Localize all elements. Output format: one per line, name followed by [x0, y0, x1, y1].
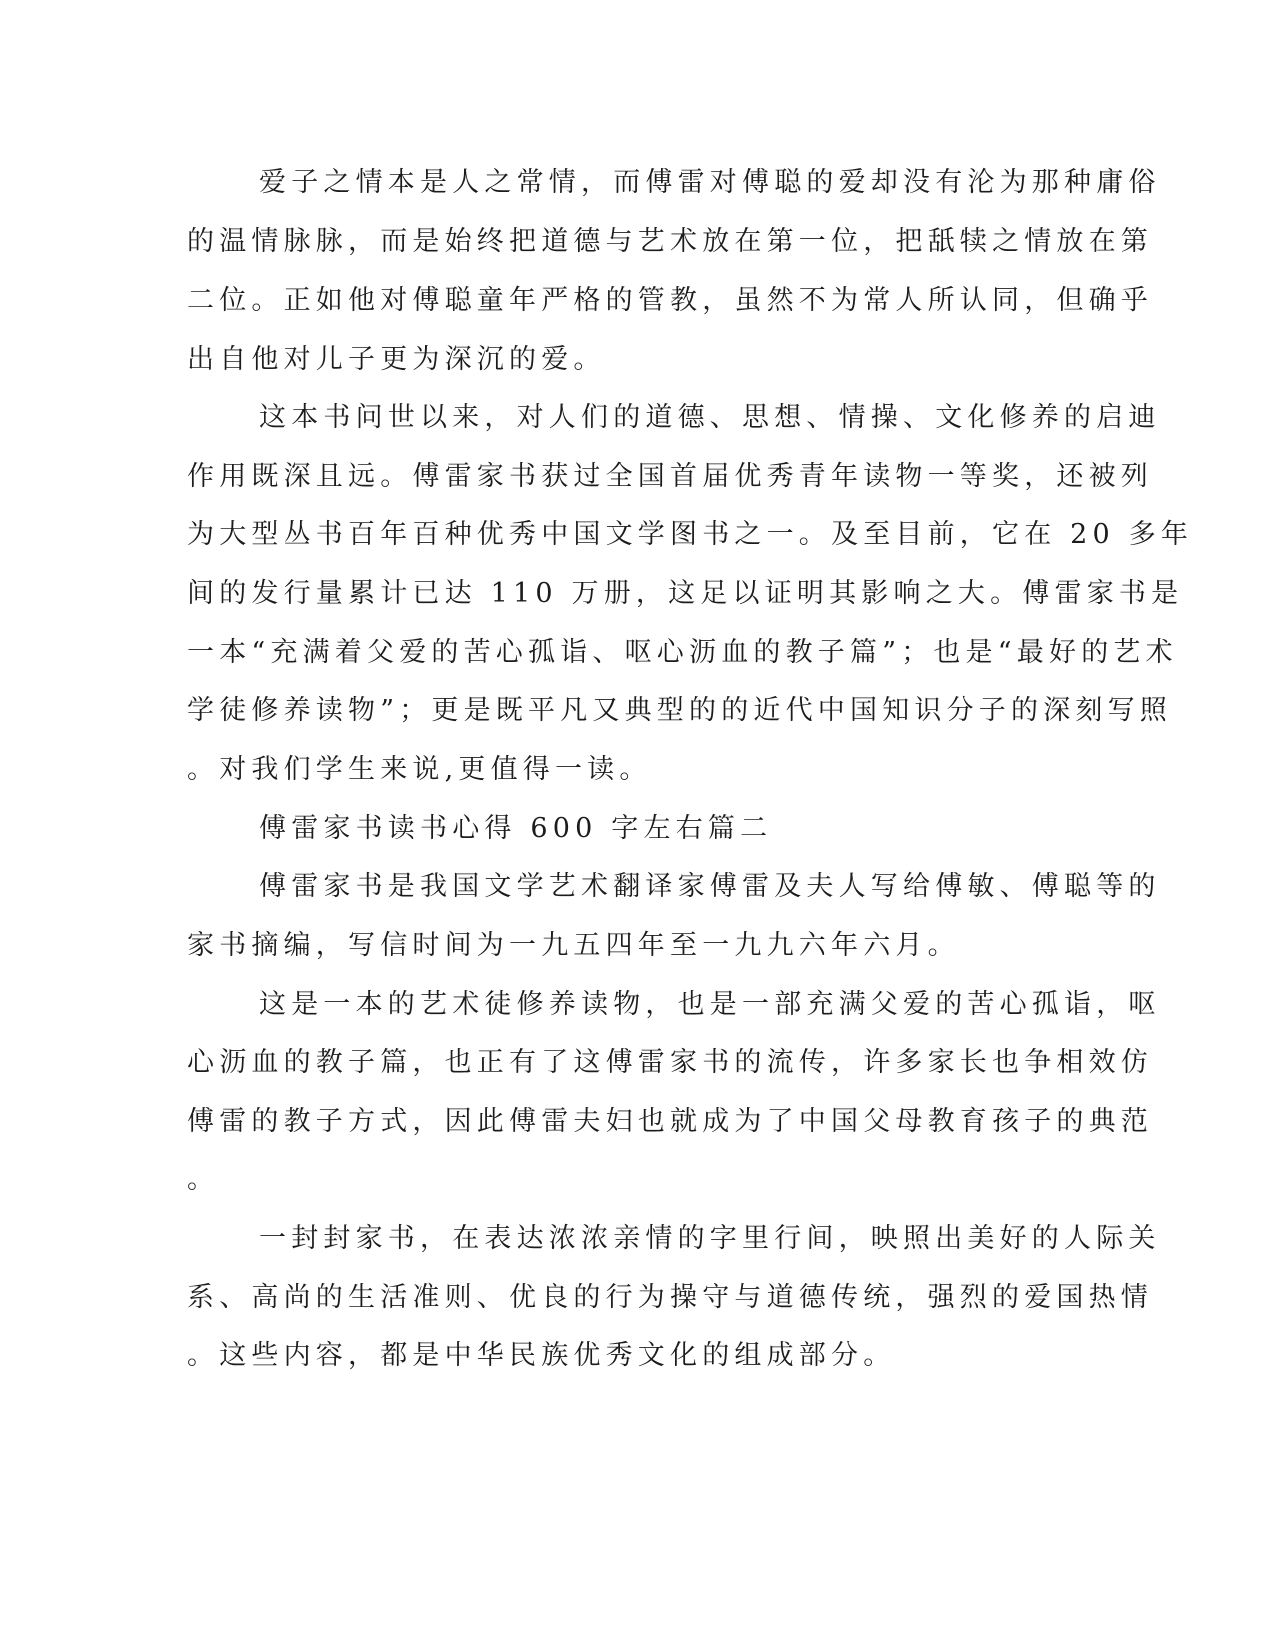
- paragraph-1-line-4: 出自他对儿子更为深沉的爱。: [187, 344, 606, 375]
- paragraph-4-line-4: 。: [187, 1164, 220, 1195]
- paragraph-1-line-1: 爱子之情本是人之常情，而傅雷对傅聪的爱却没有沦为那种庸俗: [259, 167, 1161, 198]
- paragraph-2-line-4: 间的发行量累计已达 110 万册，这足以证明其影响之大。傅雷家书是: [187, 578, 1184, 609]
- paragraph-2-line-6: 学徒修养读物”；更是既平凡又典型的的近代中国知识分子的深刻写照: [187, 695, 1173, 726]
- section-heading: 傅雷家书读书心得 600 字左右篇二: [259, 813, 773, 844]
- paragraph-4-line-3: 傅雷的教子方式，因此傅雷夫妇也就成为了中国父母教育孩子的典范: [187, 1106, 1153, 1137]
- paragraph-4-line-2: 心沥血的教子篇，也正有了这傅雷家书的流传，许多家长也争相效仿: [187, 1047, 1153, 1078]
- paragraph-2-line-5: 一本“充满着父爱的苦心孤诣、呕心沥血的教子篇”；也是“最好的艺术: [187, 637, 1178, 668]
- paragraph-2-line-2: 作用既深且远。傅雷家书获过全国首届优秀青年读物一等奖，还被列: [187, 461, 1153, 492]
- paragraph-4-line-1: 这是一本的艺术徒修养读物，也是一部充满父爱的苦心孤诣，呕: [259, 989, 1161, 1020]
- paragraph-5-line-3: 。这些内容，都是中华民族优秀文化的组成部分。: [187, 1340, 896, 1371]
- paragraph-3-line-1: 傅雷家书是我国文学艺术翻译家傅雷及夫人写给傅敏、傅聪等的: [259, 871, 1161, 902]
- paragraph-1-line-2: 的温情脉脉，而是始终把道德与艺术放在第一位，把舐犊之情放在第: [187, 226, 1153, 257]
- paragraph-5-line-1: 一封封家书，在表达浓浓亲情的字里行间，映照出美好的人际关: [259, 1223, 1161, 1254]
- paragraph-1-line-3: 二位。正如他对傅聪童年严格的管教，虽然不为常人所认同，但确乎: [187, 285, 1153, 316]
- paragraph-2-line-1: 这本书问世以来，对人们的道德、思想、情操、文化修养的启迪: [259, 402, 1161, 433]
- paragraph-2-line-7: 。对我们学生来说,更值得一读。: [187, 754, 652, 785]
- paragraph-5-line-2: 系、高尚的生活准则、优良的行为操守与道德传统，强烈的爱国热情: [187, 1282, 1153, 1313]
- paragraph-2-line-3: 为大型丛书百年百种优秀中国文学图书之一。及至目前，它在 20 多年: [187, 519, 1194, 550]
- paragraph-3-line-2: 家书摘编，写信时间为一九五四年至一九九六年六月。: [187, 930, 960, 961]
